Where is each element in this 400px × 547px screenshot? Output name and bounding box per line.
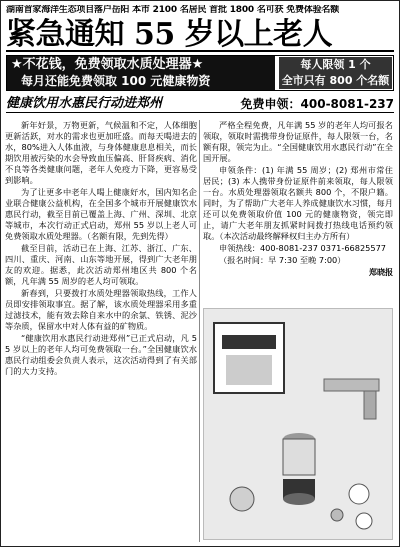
column-divider <box>199 120 200 542</box>
top-line: 湖南首家海洋生态项目落户岳阳 本市 2100 名居民 首批 1800 名可获 免费体验名额 <box>6 5 340 15</box>
banner-right-1: 每人限领 1 个 <box>300 58 371 71</box>
subhead <box>6 95 394 113</box>
right-paragraph: （报名时间：早 7:30 至晚 7:00） <box>219 255 346 265</box>
banner-right <box>279 57 392 89</box>
left-paragraph: 新春到，只要拨打水质处理器领取热线，工作人员即安排领取事宜。据了解，该水质处理器采用多重过滤技术，能有效去除自来水中的余氯、铁锈、泥沙等杂质，保留水中对人体有益的矿物质。 <box>5 288 197 331</box>
product-photo <box>203 308 393 540</box>
signature: 郑晓报 <box>369 268 393 277</box>
banner-line-2: 每月还能免费领取 100 元健康物资 <box>21 74 211 88</box>
left-paragraph: 为了让更多中老年人喝上健康好水，国内知名企业联合健康公益机构，在全国多个城市开展健康饮水惠民行动，截至目前已覆盖上海、广州、深圳、北京等城市，本次行动正式启动，郑州 55 岁以上老人可免费领取水质处理器。（名额有限，先到先得） <box>5 187 197 241</box>
article-columns <box>5 120 393 542</box>
left-column <box>5 120 197 542</box>
banner-line-1: ★不花钱，免费领取水质处理器★ <box>11 57 204 72</box>
banner <box>6 55 394 91</box>
headline: 紧急通知 55 岁以上老人 <box>6 18 394 52</box>
right-column <box>203 120 393 542</box>
subhead-title: 健康饮用水惠民行动进郑州 <box>6 96 163 111</box>
hotline: 免费申领：400-8081-237 <box>240 97 394 111</box>
left-paragraph: 截至目前，活动已在上海、江苏、浙江、广东、四川、重庆、河南、山东等地开展，得到广大老年朋友的欢迎。据悉，此次活动郑州地区共 800 个名额，凡年满 55 周岁的老人均可领取。 <box>5 243 197 286</box>
right-paragraph: 申领条件：(1) 年满 55 周岁；(2) 郑州市常住居民；(3) 本人携带身份证原件前来领取，每人限领一台。水质处理器领取名额共 800 个，不限户籍。同时，为了帮助广大老年人养成健康饮水习惯，每月还可以免费领取价值 100 元的健康物资，领完即止，请广大老年朋友抓紧时间拨打热线电话预约领取。（本次活动最终解释权归主办方所有） <box>203 165 393 241</box>
left-paragraph: 新年好景，万物更新，气候温和不定，人体细胞更新活跃，对水的需求也更加旺盛。而每天喝进去的水，80%进入人体血液，与身体健康息息相关，而长期饮用被污染的水会导致血压偏高、肝肾疾病、消化不良等各类健康问题，老年人免疫力下降，更容易受到影响。 <box>5 120 197 185</box>
product-illustration <box>204 309 393 540</box>
banner-right-2: 全市只有 800 个名额 <box>281 74 390 87</box>
banner-left <box>7 56 275 90</box>
left-paragraph: “健康饮用水惠民行动进郑州”已正式启动，凡 55 岁以上的老年人均可免费领取一台。”全国健康饮水惠民行动组委会负责人表示，这次活动得到了有关部门的大力支持。 <box>5 333 197 376</box>
right-paragraph: 严格全程免费，凡年满 55 岁的老年人均可报名领取，领取时需携带身份证原件，每人限领一台，名额有限，领完为止。“全国健康饮用水惠民行动”在全国开展。 <box>203 120 393 163</box>
right-paragraph: 申领热线：400-8081-237 0371-66825577 <box>219 243 387 253</box>
